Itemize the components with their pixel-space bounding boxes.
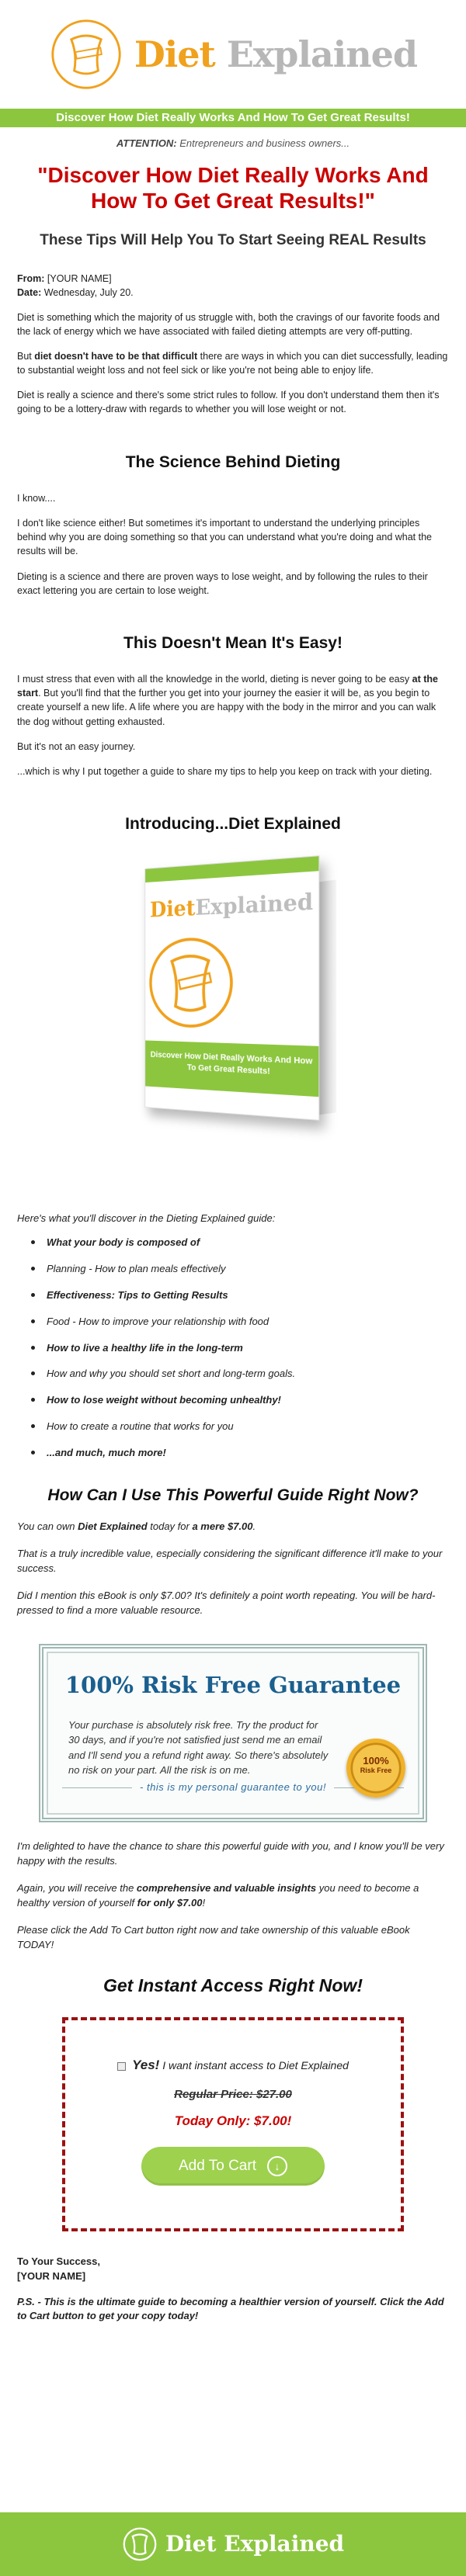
order-confirm-row[interactable] [65,2056,401,2075]
discover-intro: Here's what you'll discover in the Dieting Explained guide: [17,1212,276,1225]
closing-paragraph-3: Please click the Add To Cart button right now and take ownership of this valuable eBook TODAY! [17,1923,410,1950]
from-label: From: [17,272,45,284]
date-label: Date: [17,286,42,298]
science-paragraph-3: Dieting is a science and there are proven ways to lose weight, and by following the rules to their exact lettering you are certain to lose weight. [17,570,428,596]
guarantee-body: Your purchase is absolutely risk free. Try the product for 30 days, and if you're not satisfied just send me an email and I'll send you a refund right away. So there's absolutely no risk on your part. All the risk is on me. [68,1718,329,1777]
footer [0,2512,466,2576]
order-box [62,2017,404,2231]
science-paragraph-2: I don't like science either! But sometimes it's important to understand the underlying principles behind why you are doing something so that you can understand what you're doing and what the results will be. [17,518,432,557]
intro-paragraph-1: Diet is something which the majority of us struggle with, both the cravings of our favorite foods and the lack of energy which we have associated with failed dieting attempts are very off-putting. [17,311,440,337]
top-banner: Discover How Diet Really Works And How To Get Great Results! [0,109,466,127]
benefit-list [17,1236,449,1461]
ebook-spine [318,880,336,1115]
benefit-item: How to live a healthy life in the long-term [17,1341,449,1356]
guarantee-seal-icon: 100% Risk Free [346,1739,405,1798]
ebook-band: Discover How Diet Really Works And How To Get Great Results! [145,1041,318,1097]
intro-paragraph-3: Diet is really a science and there's some strict rules to follow. If you don't understand them then it's going to be a lottery-draw with regards to whether you will lose weight or not. [17,390,440,415]
ebook-title: DietExplained [150,889,314,923]
date-value: Wednesday, July 20. [41,286,134,298]
howto-heading: How Can I Use This Powerful Guide Right Now? [47,1486,419,1504]
today-price: Today Only: $7.00! [174,2113,292,2129]
attention-line [17,137,449,151]
easy-heading: This Doesn't Mean It's Easy! [123,633,343,652]
tape-measure-icon [145,932,237,1034]
signoff [17,2255,449,2284]
benefit-item: Effectiveness: Tips to Getting Results [17,1288,449,1303]
arrow-down-circle-icon: ↓ [267,2156,287,2176]
benefit-item: How and why you should set short and long-term goals. [17,1367,449,1382]
yes-label: Yes! [132,2057,160,2072]
closing-paragraph-1: I'm delighted to have the chance to share this powerful guide with you, and I know you'll be very happy with the results. [17,1840,444,1867]
order-heading: Get Instant Access Right Now! [103,1974,363,1995]
yes-text: I want instant access to Diet Explained [159,2058,349,2072]
benefit-item: What your body is composed of [17,1236,449,1250]
main-headline: "Discover How Diet Really Works And How To Get Great Results!" [37,162,429,213]
benefit-item: How to create a routine that works for you [17,1420,449,1434]
guarantee-title: 100% Risk Free Guarantee [64,1672,402,1699]
benefit-item: ...and much, much more! [17,1446,449,1461]
easy-paragraph-2: But it's not an easy journey. [17,740,136,752]
easy-paragraph-3: ...which is why I put together a guide to share my tips to help you keep on track with your dieting. [17,765,433,777]
subheadline: These Tips Will Help You To Start Seeing REAL Results [40,232,426,249]
closing-paragraph-2: Again, you will receive the comprehensive and valuable insights you need to become a healthy version of yourself for only $7.00! [17,1882,419,1909]
guarantee-box [39,1644,427,1822]
easy-paragraph-1: I must stress that even with all the knowledge in the world, dieting is never going to be easy at the start. But you'll find that the further you get into your journey the easier it will be, as you begin to create yourself a new life. A life where you are happy with the body in the mirror and you can walk the dog without getting exhausted. [17,674,438,727]
add-to-cart-label: Add To Cart [179,2157,256,2174]
price-paragraph: You can own Diet Explained today for a mere $7.00. [17,1520,256,1533]
attention-label: ATTENTION: [116,137,177,149]
logo-word-explained: Explained [226,33,418,75]
value-paragraph: That is a truly incredible value, especially considering the significant difference it'll make to your success. [17,1548,443,1574]
benefit-item: Planning - How to plan meals effectively [17,1262,449,1277]
regular-price: Regular Price: $27.00 [174,2087,292,2101]
diet-logo-icon [49,17,123,92]
attention-text: Entrepreneurs and business owners... [176,137,350,149]
guarantee-signature: - this is my personal guarantee to you! [43,1780,423,1795]
repeat-price-paragraph: Did I mention this eBook is only $7.00? It's definitely a point worth repeating. You will be hard-pressed to find a more valuable resource. [17,1589,436,1616]
ebook-front [144,855,319,1121]
signoff-name: [YOUR NAME] [17,2269,86,2282]
signoff-line-1: To Your Success, [17,2255,100,2267]
footer-logo-text: Diet Explained [165,2530,345,2557]
order-checkbox[interactable] [117,2062,126,2071]
header-logo [0,0,466,109]
from-block [17,272,449,300]
product-heading: Introducing...Diet Explained [125,814,341,833]
science-heading: The Science Behind Dieting [125,452,341,471]
from-value: [YOUR NAME] [44,272,112,284]
add-to-cart-button[interactable] [141,2147,325,2186]
postscript: P.S. - This is the ultimate guide to becoming a healthier version of yourself. Click the Add to Cart button to get your copy today! [17,2295,444,2322]
benefit-item: How to lose weight without becoming unhealthy! [17,1393,449,1408]
logo-text [134,29,417,81]
benefit-item: Food - How to improve your relationship with food [17,1315,449,1330]
science-paragraph-1: I know.... [17,493,56,504]
intro-paragraph-2: But diet doesn't have to be that difficult there are ways in which you can diet successfully, leading to substantial weight loss and not feel sick or like you're not being able to enjoy life. [17,351,448,376]
logo-word-diet: Diet [134,33,215,75]
diet-logo-icon [122,2526,158,2562]
ebook-cover [120,862,346,1118]
